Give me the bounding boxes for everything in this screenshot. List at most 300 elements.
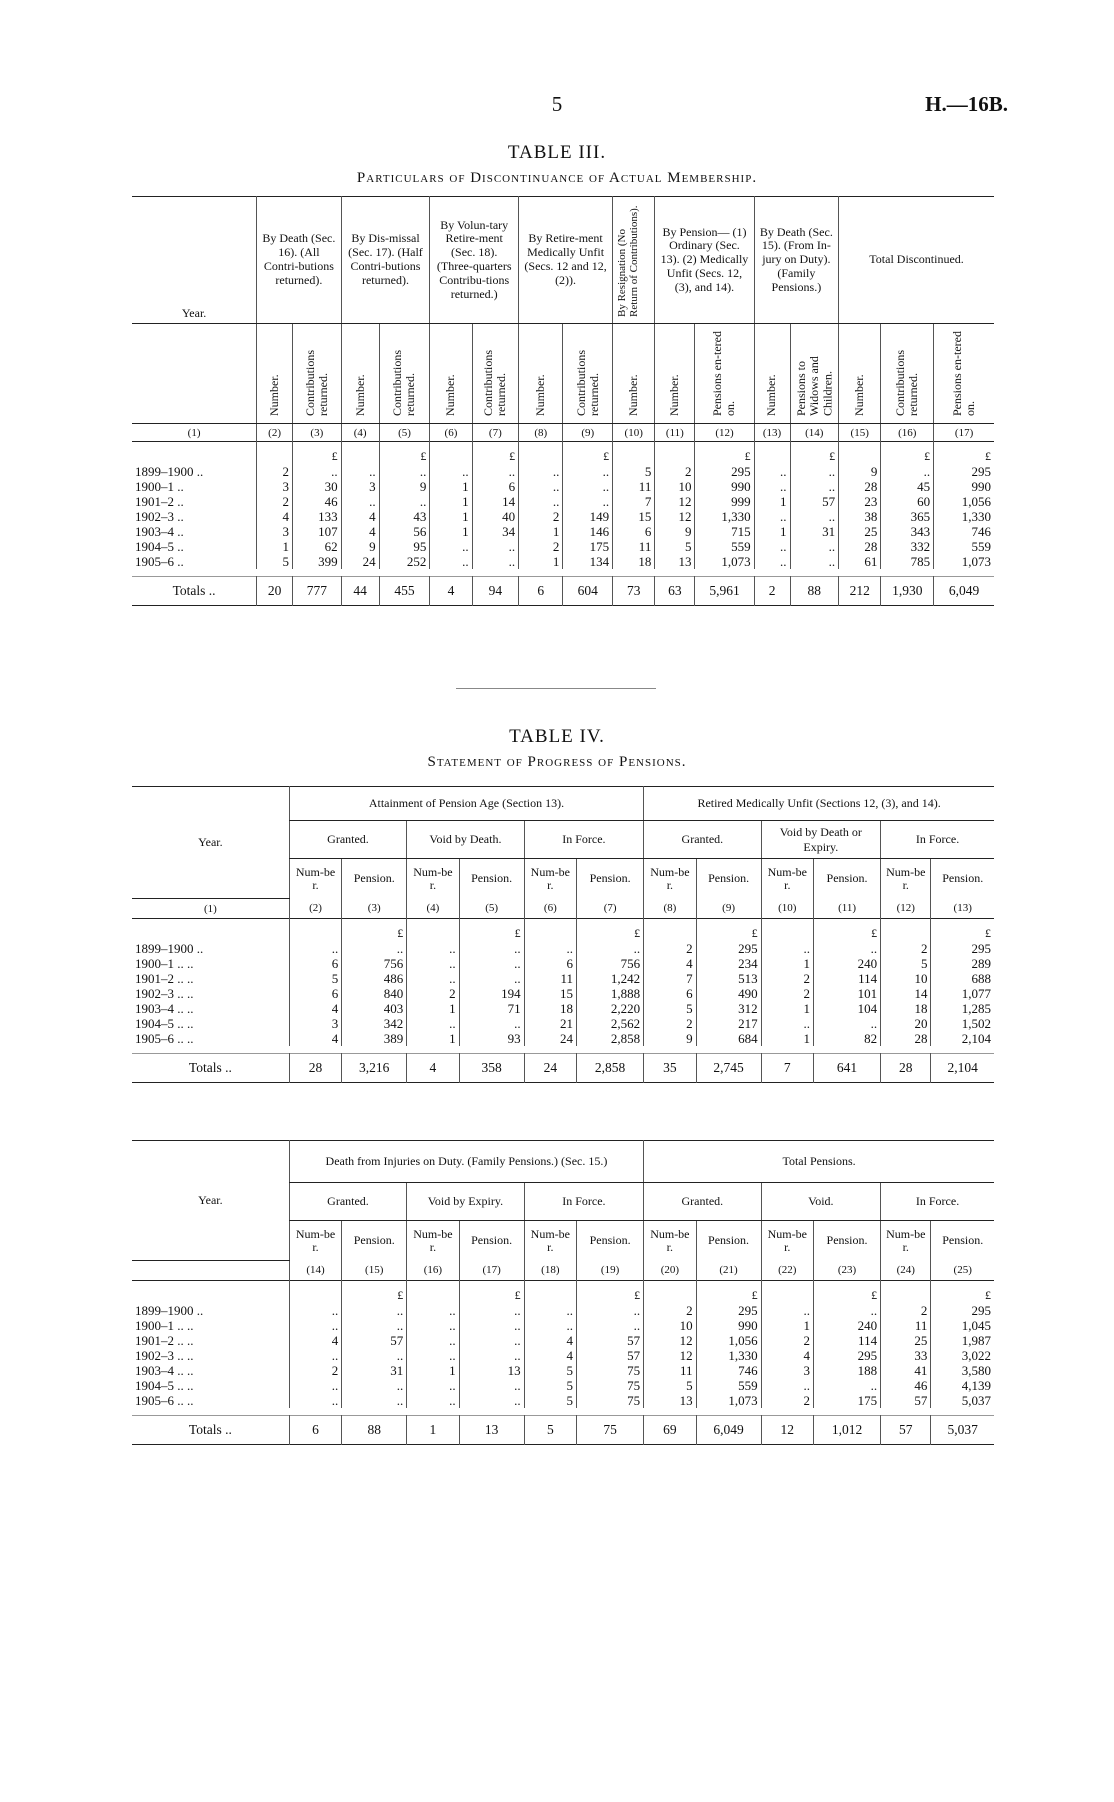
table-cell: ..: [459, 956, 524, 971]
column-header: Num-ber.: [881, 859, 931, 899]
table4-part1: [132, 786, 994, 1083]
table3-subhead-text: Number.: [533, 374, 548, 416]
table-cell: 5: [613, 464, 655, 479]
table-cell: ..: [289, 1348, 341, 1363]
table3-subhead-text: Contributions returned.: [302, 349, 330, 416]
table-cell: 75: [577, 1393, 644, 1408]
table-cell: 18: [881, 1001, 931, 1016]
table-cell: 5,037: [931, 1393, 994, 1408]
col-index: (1): [203, 902, 217, 915]
table-cell: 343: [881, 524, 934, 539]
table-cell: ..: [459, 1333, 524, 1348]
column-header: Pension.: [814, 859, 881, 899]
table-cell: 1: [430, 509, 472, 524]
row-year-label: 1899–1900 ..: [135, 463, 204, 479]
table3-col-index: (1): [187, 426, 201, 439]
table-cell: 188: [813, 1363, 880, 1378]
table3-col-index: (12): [695, 424, 754, 442]
table3-col-index: (9): [563, 424, 613, 442]
row-year-label: 1900–1 .. ..: [135, 955, 194, 971]
totals-label: Totals ..: [188, 1060, 232, 1075]
table-row: [132, 554, 994, 569]
table-cell: 3,022: [931, 1348, 994, 1363]
currency-symbol: [761, 1281, 813, 1303]
currency-symbol: £: [814, 919, 881, 941]
table-cell: ..: [407, 1303, 459, 1318]
total-cell: 7: [761, 1054, 813, 1083]
row-year-label: 1904–5 ..: [135, 538, 184, 554]
table-cell: 234: [696, 956, 761, 971]
table-cell: 12: [644, 1348, 696, 1363]
table3-subhead-text: Number.: [852, 374, 867, 416]
table-cell: 2: [519, 509, 563, 524]
table3-subhead: [839, 324, 881, 424]
currency-symbol: £: [577, 1281, 644, 1303]
table-cell: 240: [814, 956, 881, 971]
table-cell: ..: [790, 509, 839, 524]
currency-symbol: £: [459, 919, 524, 941]
table-cell: 28: [881, 1031, 931, 1046]
table-row: [132, 1333, 994, 1348]
row-year-label: 1905–6 .. ..: [135, 1030, 194, 1046]
table4a-group-attainment: Attainment of Pension Age (Section 13).: [289, 787, 643, 821]
table-cell: ..: [524, 941, 576, 956]
table-cell: 12: [655, 509, 695, 524]
table3-subhead: [613, 324, 655, 424]
currency-symbol: £: [931, 919, 994, 941]
table-row: [132, 524, 994, 539]
subgroup-header: Void by Death.: [407, 821, 524, 859]
table3-subhead-text: Pensions en-tered on.: [710, 331, 738, 416]
table-cell: 1: [519, 554, 563, 569]
table-cell: 1,502: [931, 1016, 994, 1031]
table-cell: 2: [644, 1303, 696, 1318]
table-cell: 5: [257, 554, 293, 569]
row-year-label: 1901–2 ..: [135, 493, 184, 509]
table-cell: 11: [881, 1318, 931, 1333]
table-cell: 746: [934, 524, 994, 539]
currency-symbol: [524, 919, 576, 941]
currency-symbol: £: [293, 442, 342, 464]
table-cell: 2: [761, 1393, 813, 1408]
table-cell: 18: [524, 1001, 576, 1016]
table-cell: ..: [289, 1393, 341, 1408]
table-cell: ..: [790, 464, 839, 479]
table-row: [132, 464, 994, 479]
table4-part2: [132, 1140, 994, 1445]
table-cell: ..: [814, 1016, 881, 1031]
table-cell: 5: [644, 1378, 696, 1393]
table3-col-index: (16): [881, 424, 934, 442]
table-cell: 15: [524, 986, 576, 1001]
table-cell: ..: [519, 479, 563, 494]
section-divider: [456, 688, 656, 689]
currency-symbol: [289, 919, 341, 941]
table-cell: ..: [430, 539, 472, 554]
table-cell: 688: [931, 971, 994, 986]
row-year-label: 1899–1900 ..: [135, 1302, 204, 1318]
table-cell: ..: [754, 554, 790, 569]
row-year-label: 1903–4 .. ..: [135, 1000, 194, 1016]
table-cell: 1,073: [696, 1393, 761, 1408]
table-cell: 3: [257, 479, 293, 494]
totals-row: [132, 1054, 994, 1083]
column-header: Pension.: [342, 1221, 407, 1261]
currency-symbol: £: [342, 1281, 407, 1303]
table-cell: ..: [790, 539, 839, 554]
table-cell: 31: [790, 524, 839, 539]
table-row: [132, 1318, 994, 1333]
table-cell: 4: [289, 1031, 341, 1046]
subgroup-header: Void by Death or Expiry.: [761, 821, 881, 859]
table-cell: ..: [881, 464, 934, 479]
table-cell: 217: [696, 1016, 761, 1031]
table3-year-header: Year.: [132, 197, 257, 324]
table-cell: 1: [761, 956, 813, 971]
table-cell: ..: [407, 1348, 459, 1363]
table-cell: ..: [379, 464, 430, 479]
table-cell: ..: [459, 1378, 524, 1393]
table-cell: ..: [407, 941, 459, 956]
table-cell: 11: [644, 1363, 696, 1378]
table-cell: ..: [519, 464, 563, 479]
total-cell: 4: [407, 1054, 459, 1083]
table-cell: 1,888: [577, 986, 644, 1001]
table-cell: 295: [931, 941, 994, 956]
table-cell: ..: [407, 1333, 459, 1348]
table-cell: ..: [577, 1303, 644, 1318]
currency-symbol: [655, 442, 695, 464]
table-cell: 4,139: [931, 1378, 994, 1393]
table-cell: 1,330: [696, 1348, 761, 1363]
table-row: [132, 1031, 994, 1046]
currency-symbol: [881, 1281, 931, 1303]
table-cell: 2: [289, 1363, 341, 1378]
table-cell: ..: [459, 1348, 524, 1363]
table4b-group-total-pensions: Total Pensions.: [644, 1141, 994, 1183]
column-header: Pension.: [696, 859, 761, 899]
table-cell: 559: [695, 539, 754, 554]
table-cell: 4: [257, 509, 293, 524]
table-cell: ..: [577, 1318, 644, 1333]
table-cell: 4: [524, 1333, 576, 1348]
table3-subhead-text: Number.: [443, 374, 458, 416]
table-cell: ..: [289, 1303, 341, 1318]
table-cell: 28: [839, 539, 881, 554]
table-cell: ..: [754, 509, 790, 524]
table-cell: ..: [342, 1303, 407, 1318]
table-cell: 41: [881, 1363, 931, 1378]
table-cell: 2: [644, 941, 696, 956]
table-cell: ..: [472, 554, 518, 569]
row-year-label: 1904–5 .. ..: [135, 1015, 194, 1031]
total-cell: 6,049: [934, 577, 994, 606]
col-index: (14): [289, 1261, 341, 1281]
total-cell: 35: [644, 1054, 696, 1083]
table-cell: 57: [881, 1393, 931, 1408]
col-index: (10): [761, 899, 813, 919]
total-cell: 57: [881, 1416, 931, 1445]
total-cell: 24: [524, 1054, 576, 1083]
col-index: (5): [459, 899, 524, 919]
total-cell: 358: [459, 1054, 524, 1083]
row-year-label: 1899–1900 ..: [135, 940, 204, 956]
table3-group-resignation: By Resignation (No Return of Contributions).: [613, 197, 655, 324]
table3-subhead: [790, 324, 839, 424]
table-cell: ..: [289, 1318, 341, 1333]
table-cell: 33: [881, 1348, 931, 1363]
table-cell: 4: [524, 1348, 576, 1363]
col-index: (20): [644, 1261, 696, 1281]
total-cell: 88: [790, 577, 839, 606]
table4a-year-header: Year.: [132, 787, 289, 899]
table-cell: 684: [696, 1031, 761, 1046]
total-cell: 5,961: [695, 577, 754, 606]
table-cell: 240: [813, 1318, 880, 1333]
table4b-year-header: Year.: [132, 1141, 289, 1261]
subgroup-header: In Force.: [524, 821, 644, 859]
table3-subhead: [341, 324, 379, 424]
table3-col-index: (15): [839, 424, 881, 442]
table3-subhead-year-blank: [132, 324, 257, 424]
table-row: [132, 1393, 994, 1408]
table-cell: 34: [472, 524, 518, 539]
currency-symbol: £: [696, 1281, 761, 1303]
table-cell: ..: [407, 971, 459, 986]
table-cell: 134: [563, 554, 613, 569]
table-cell: 21: [524, 1016, 576, 1031]
table-cell: 295: [934, 464, 994, 479]
table-cell: 11: [524, 971, 576, 986]
subgroup-header: In Force.: [524, 1183, 644, 1221]
table-cell: 10: [655, 479, 695, 494]
table-cell: 3,580: [931, 1363, 994, 1378]
table-cell: ..: [341, 494, 379, 509]
table-cell: 6: [524, 956, 576, 971]
table-cell: 75: [577, 1363, 644, 1378]
table3-subhead-text: Contributions returned.: [390, 349, 418, 416]
column-header: Num-ber.: [644, 1221, 696, 1261]
currency-symbol: [839, 442, 881, 464]
subgroup-header: Granted.: [289, 1183, 406, 1221]
table-cell: 101: [814, 986, 881, 1001]
table-cell: 756: [342, 956, 407, 971]
row-year-label: 1905–6 ..: [135, 553, 184, 569]
table3-subhead-text: Number.: [764, 374, 779, 416]
table-cell: 1: [407, 1031, 459, 1046]
table-cell: 45: [881, 479, 934, 494]
table-cell: ..: [289, 941, 341, 956]
table-cell: 194: [459, 986, 524, 1001]
table-cell: 82: [814, 1031, 881, 1046]
table-cell: 6: [472, 479, 518, 494]
table-cell: ..: [459, 1303, 524, 1318]
table-cell: 1: [761, 1001, 813, 1016]
total-cell: 6: [289, 1416, 341, 1445]
subgroup-header: Granted.: [644, 821, 761, 859]
table-cell: 57: [342, 1333, 407, 1348]
col-index: (16): [407, 1261, 459, 1281]
currency-symbol: [644, 919, 696, 941]
table-row: [132, 956, 994, 971]
table-cell: 3: [761, 1363, 813, 1378]
table3-col-index: (6): [430, 424, 472, 442]
column-header: Num-ber.: [881, 1221, 931, 1261]
table-cell: 1: [761, 1318, 813, 1333]
table-cell: 93: [459, 1031, 524, 1046]
table3-subhead: [695, 324, 754, 424]
currency-symbol: [519, 442, 563, 464]
subgroup-header: Granted.: [289, 821, 406, 859]
total-cell: 73: [613, 577, 655, 606]
total-cell: 455: [379, 577, 430, 606]
table-cell: ..: [563, 494, 613, 509]
row-year-label: 1904–5 .. ..: [135, 1377, 194, 1393]
column-header: Pension.: [813, 1221, 880, 1261]
table3-subhead: [430, 324, 472, 424]
table-cell: 1,045: [931, 1318, 994, 1333]
table-cell: 2: [655, 464, 695, 479]
table-row: [132, 494, 994, 509]
subgroup-header: In Force.: [881, 821, 994, 859]
table3-subhead-text: Number.: [626, 374, 641, 416]
table-cell: 312: [696, 1001, 761, 1016]
currency-symbol: £: [695, 442, 754, 464]
table-cell: 1,242: [577, 971, 644, 986]
table-cell: ..: [790, 554, 839, 569]
page-number: 5: [551, 92, 563, 116]
table-cell: ..: [407, 1378, 459, 1393]
table3-col-index: (5): [379, 424, 430, 442]
table-cell: 3: [289, 1016, 341, 1031]
table-cell: 4: [761, 1348, 813, 1363]
table-cell: 20: [881, 1016, 931, 1031]
column-header: Pension.: [577, 859, 644, 899]
table-cell: 43: [379, 509, 430, 524]
table-cell: 1: [430, 524, 472, 539]
currency-symbol: [132, 442, 257, 464]
column-header: Pension.: [459, 859, 524, 899]
table-cell: 4: [289, 1333, 341, 1348]
table-cell: 1,056: [934, 494, 994, 509]
table-cell: 2: [881, 1303, 931, 1318]
table-row: [132, 986, 994, 1001]
table-cell: 1,987: [931, 1333, 994, 1348]
table-cell: ..: [563, 464, 613, 479]
table-cell: ..: [472, 539, 518, 554]
table-cell: 746: [696, 1363, 761, 1378]
row-year-label: 1901–2 .. ..: [135, 970, 194, 986]
currency-symbol: [289, 1281, 341, 1303]
table-cell: 2: [257, 464, 293, 479]
table3-col-index: (8): [519, 424, 563, 442]
table3-group-death: By Death (Sec. 16). (All Contri-butions returned).: [257, 197, 341, 324]
table3-col-index: (4): [341, 424, 379, 442]
table-cell: ..: [761, 1378, 813, 1393]
table-cell: 9: [379, 479, 430, 494]
table-cell: 999: [695, 494, 754, 509]
column-header: Pension.: [459, 1221, 524, 1261]
col-index: (9): [696, 899, 761, 919]
table-cell: 3: [341, 479, 379, 494]
table-row: [132, 971, 994, 986]
table-cell: ..: [577, 941, 644, 956]
column-header: Num-ber.: [761, 1221, 813, 1261]
table-cell: 389: [342, 1031, 407, 1046]
table-cell: 18: [613, 554, 655, 569]
table-cell: 1,285: [931, 1001, 994, 1016]
table-cell: 1: [754, 524, 790, 539]
table-cell: 1,073: [934, 554, 994, 569]
currency-symbol: [407, 919, 459, 941]
col-index: (12): [881, 899, 931, 919]
col-index: (19): [577, 1261, 644, 1281]
table-cell: 1: [430, 479, 472, 494]
table3-col-index: (11): [655, 424, 695, 442]
table-cell: 56: [379, 524, 430, 539]
total-cell: 1: [407, 1416, 459, 1445]
currency-symbol: [132, 1281, 289, 1303]
total-cell: 212: [839, 577, 881, 606]
table-cell: 5: [881, 956, 931, 971]
table-cell: 46: [881, 1378, 931, 1393]
table-cell: 11: [613, 539, 655, 554]
table3-subhead-text: Pensions to Widows and Children.: [793, 356, 834, 416]
table3-subhead: [293, 324, 342, 424]
table-cell: 95: [379, 539, 430, 554]
table-cell: 2: [761, 986, 813, 1001]
table-cell: 1,056: [696, 1333, 761, 1348]
row-year-label: 1900–1 ..: [135, 478, 184, 494]
table-cell: 2,858: [577, 1031, 644, 1046]
table-cell: 38: [839, 509, 881, 524]
column-header: Pension.: [342, 859, 407, 899]
total-cell: 88: [342, 1416, 407, 1445]
currency-symbol: [761, 919, 813, 941]
table-cell: 1,073: [695, 554, 754, 569]
table-cell: 1: [519, 524, 563, 539]
table-cell: 490: [696, 986, 761, 1001]
subgroup-header: In Force.: [881, 1183, 994, 1221]
table-cell: 11: [613, 479, 655, 494]
totals-row: [132, 577, 994, 606]
currency-symbol: £: [813, 1281, 880, 1303]
total-cell: 20: [257, 577, 293, 606]
table-cell: 10: [881, 971, 931, 986]
col-index: (17): [459, 1261, 524, 1281]
table-cell: 2,220: [577, 1001, 644, 1016]
table-cell: 24: [341, 554, 379, 569]
table-cell: 13: [459, 1363, 524, 1378]
table-cell: 4: [644, 956, 696, 971]
table-cell: ..: [342, 1318, 407, 1333]
currency-symbol: [341, 442, 379, 464]
table-cell: 559: [696, 1378, 761, 1393]
row-year-label: 1902–3 .. ..: [135, 1347, 194, 1363]
column-header: Num-ber.: [644, 859, 696, 899]
table-cell: 175: [563, 539, 613, 554]
table3-col-index: (3): [293, 424, 342, 442]
col-index: (25): [931, 1261, 994, 1281]
table-cell: ..: [430, 554, 472, 569]
table-cell: ..: [342, 1393, 407, 1408]
total-cell: 2,104: [931, 1054, 994, 1083]
table-cell: 4: [289, 1001, 341, 1016]
total-cell: 3,216: [342, 1054, 407, 1083]
table-cell: 295: [695, 464, 754, 479]
table-cell: 57: [790, 494, 839, 509]
table-cell: 840: [342, 986, 407, 1001]
